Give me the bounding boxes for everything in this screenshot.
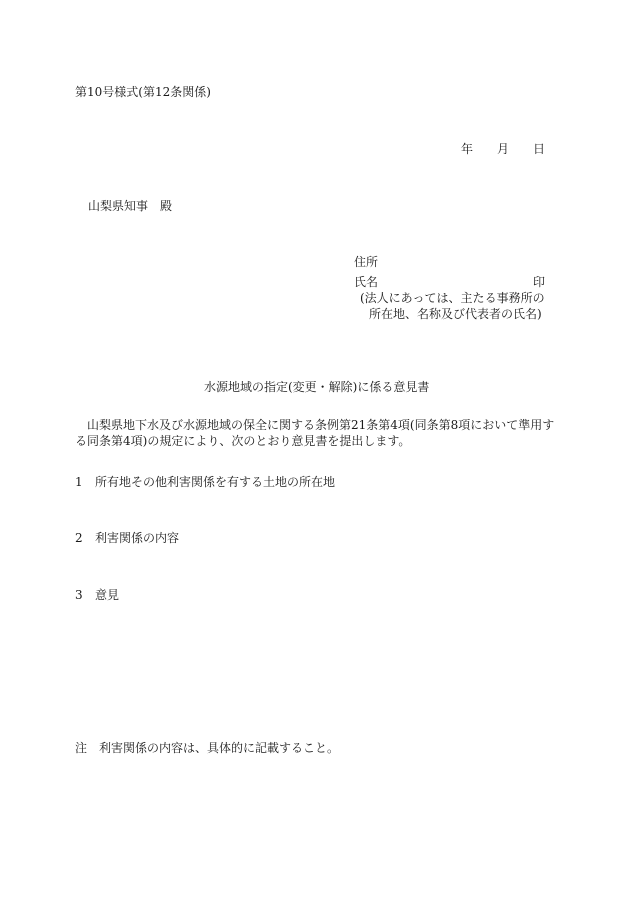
corporation-note-line-1: (法人にあっては、主たる事務所の xyxy=(360,291,545,305)
item-number: 2 xyxy=(75,531,83,545)
list-item xyxy=(75,476,335,488)
footnote xyxy=(75,742,339,754)
seal-mark: 印 xyxy=(533,275,546,289)
date-day-label: 日 xyxy=(533,142,546,156)
addressee: 山梨県知事 殿 xyxy=(88,199,173,213)
list-item xyxy=(75,589,119,601)
document-title: 水源地域の指定(変更・解除)に係る意見書 xyxy=(204,380,430,394)
body-paragraph: 山梨県地下水及び水源地域の保全に関する条例第21条第4項(同条第8項において準用する同条第4項)の規定により、次のとおり意見書を提出します。 xyxy=(75,418,555,448)
item-label: 所有地その他利害関係を有する土地の所在地 xyxy=(95,475,336,489)
item-number: 1 xyxy=(75,475,83,489)
date-year-label: 年 xyxy=(461,142,474,156)
item-label: 利害関係の内容 xyxy=(95,531,180,545)
item-label: 意見 xyxy=(95,588,120,602)
list-item xyxy=(75,532,179,544)
form-number: 第10号様式(第12条関係) xyxy=(75,85,211,99)
item-number: 3 xyxy=(75,588,83,602)
corporation-note-line-2: 所在地、名称及び代表者の氏名) xyxy=(369,307,542,321)
footnote-text: 利害関係の内容は、具体的に記載すること。 xyxy=(99,741,340,755)
address-label: 住所 xyxy=(354,255,379,269)
footnote-heading: 注 xyxy=(75,741,88,755)
date-month-label: 月 xyxy=(497,142,510,156)
name-label: 氏名 xyxy=(354,275,379,289)
